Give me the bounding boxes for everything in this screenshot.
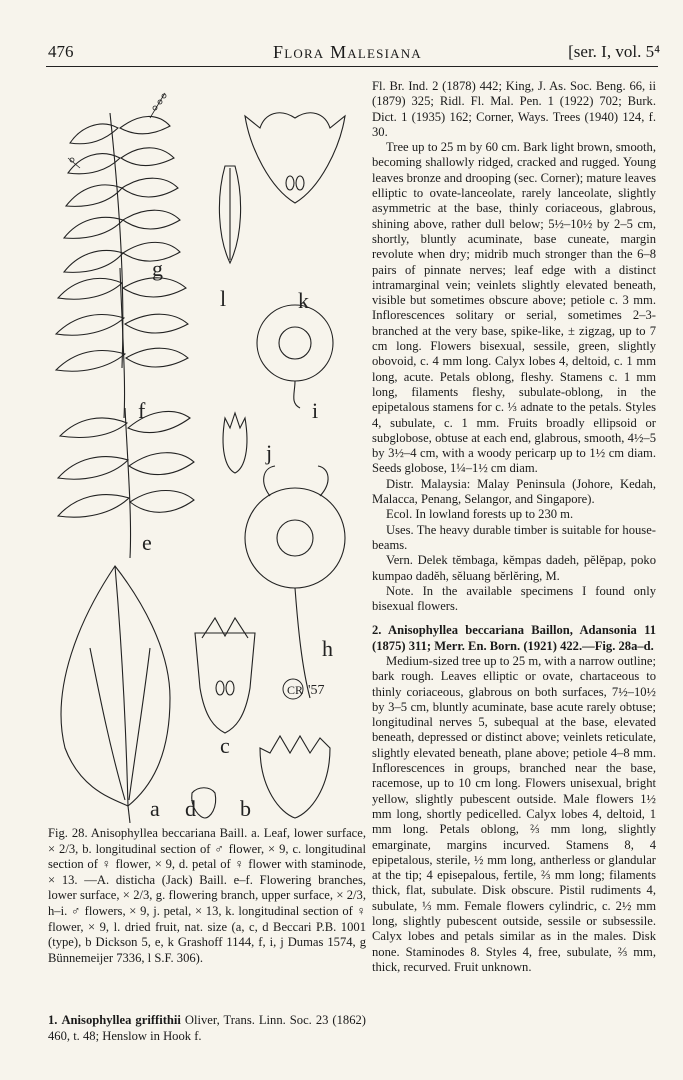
section-gap: [372, 614, 656, 623]
entry2-description: Medium-sized tree up to 25 m, with a narrow outline; bark rough. Leaves elliptic or ovate, chartaceous to thinly coriaceous, glabrous on both surfaces, 7½–10½ by 3–5 cm, bluntly acuminate, base acute rarely obtuse; longitudinal nerves 5, subequal at the base, elevated beneath, depressed or distinct above; veinlets reticulate, slightly elevated beneath, plane above; petiole 4–8 mm. Inflorescences in groups, branched near the base, racemose, up to 10 cm long. Flowers unisexual, bright yellow, slightly pubescent outside. Male flowers 1½ mm long, shortly pedicelled. Calyx lobes 4, deltoid, 1 mm long. Petals oblong, ⅔ mm long, slightly emarginate, margins incurved. Stamens 8, 4 epipetalous, sterile, ½ mm long, antherless or glandular at the tip; 4 episepalous, fertile, ⅔ mm long; filaments thick, flat, subulate. Disk obscure. Pistil rudiments 4, subulate, ⅓ mm. Female flowers cylindric, c. 2½ mm long, slightly pubescent outside, sessile or subsessile. Calyx lobes and petals similar as in the males. Disk none. Staminodes 8. Styles 4, free, subulate, ⅔ mm, thick, recurved. Fruit unknown.: [372, 653, 657, 974]
entry2-heading: 2. Anisophyllea beccariana Baillon, Adansonia 11 (1875) 311; Merr. En. Born. (1921) 422.—Fig. 28a–d.: [372, 623, 656, 653]
flower-k: [245, 113, 345, 203]
running-header: [48, 42, 660, 68]
leaf-a: [61, 566, 170, 823]
label-j: j: [266, 440, 273, 465]
entry1-citation-continued: Fl. Br. Ind. 2 (1878) 442; King, J. As. Soc. Beng. 66, ii (1879) 325; Ridl. Fl. Mal. Pen. 1 (1922) 702; Burk. Dict. 1 (1935) 162; Corner, Ways. Trees (1940) 124, f. 30.: [372, 79, 656, 139]
flower-i: [257, 305, 333, 408]
monogram-text: CR: [287, 683, 304, 697]
label-d: d: [185, 796, 196, 821]
ecology: Ecol. In lowland forests up to 230 m.: [386, 507, 574, 522]
entry1-number: 1.: [48, 1013, 58, 1027]
label-f: f: [138, 398, 146, 423]
header-rule: [46, 66, 658, 67]
label-h: h: [322, 636, 333, 661]
entry1-name: Anisophyllea griffithii: [61, 1013, 181, 1027]
species-entry-1: [48, 1013, 366, 1044]
section-b: [260, 736, 330, 818]
page-number: 476: [48, 42, 74, 61]
distribution: Distr. Malaysia: Malay Peninsula (Johore, Kedah, Malacca, Penang, Selangor, and Singapore).: [372, 476, 656, 507]
label-l: l: [220, 286, 227, 311]
vernacular-names: Vern. Delek tĕmbaga, kĕmpas dadeh, pĕlĕpap, poko kumpao dadĕh, sĕluang bĕrlĕring, M.: [372, 553, 656, 583]
label-b: b: [240, 796, 251, 821]
fruit-l: [219, 166, 240, 263]
uses: Uses. The heavy durable timber is suitable for house-beams.: [372, 522, 656, 552]
entry1-description: Tree up to 25 m by 60 cm. Bark light brown, smooth, becoming shallowly ridged, cracked and rugged. Young leaves bronze and drooping (sec. Corner); mature leaves elliptic to ovate-lanceolate, rarely lanceolate, slightly asymmetric at the base, thinly coriaceous, glabrous, shining above, rather dull below; 5½–10½ by 2–5 cm, shortly, bluntly acuminate, base cuneate, margin revolute when dry; midrib much stronger than the 6–8 pairs of pinnate nerves; leaf edge with a distinct intramarginal vein; veinlets slightly elevated beneath, visible but sometimes obscure above; petiole c. 3 mm. Inflorescences solitary or serial, sometimes 2–3-branched at the very base, spike-like, ± zigzag, up to 7 cm long. Flowers bisexual, sessile, green, slightly obovoid, c. 4 mm long. Calyx lobes 4, deltoid, c. 1 mm long, acute. Petals oblong, fleshy. Stamens c. 1 mm long, filaments fleshy, subulate-oblong, in the epipetalous stamens for c. ⅓ adnate to the petals. Styles 4, subulate, c. 1 mm. Fruits broadly ellipsoid or subglobose, obtuse at each end, glabrous, smooth, 4½–5 by 3½–4 cm, with a woody pericarp up to 1½ cm diam. Seeds globose, 1¼–1½ cm diam.: [372, 140, 656, 476]
label-c: c: [220, 733, 230, 758]
figure-caption: Fig. 28. Anisophyllea beccariana Baill. a. Leaf, lower surface, × 2/3, b. longitudinal section of ♂ flower, × 9, c. longitudinal section of ♀ flower, × 9, d. petal of ♀ flower with staminode, × 13. —A. disticha (Jack) Baill. e–f. Flowering branches, lower surface, × 2/3, g. flowering branch, upper surface, × 2/3, h–i. ♂ flowers, × 9, j. petal, × 13, k. longitudinal section of ♀ flower, × 9, l. dried fruit, nat. size (a, c, d Beccari P.B. 1001 (type), b Dickson 5, e, k Grashoff 1144, f, i, j Dumas 1574, g Bünnemeijer 7336, l S.F. 306).: [48, 826, 366, 965]
running-title: Flora Malesiana: [273, 42, 422, 62]
petal-j: [223, 413, 247, 473]
branch-g-leaves: [64, 116, 180, 272]
monogram-cr: [283, 679, 325, 699]
label-e: e: [142, 530, 152, 555]
plate-year: '57: [308, 683, 325, 698]
label-k: k: [298, 288, 309, 313]
entry1-citation: Oliver, Trans. Linn. Soc. 23 (1862) 460, t. 48; Henslow in Hook f.: [48, 1013, 366, 1043]
label-i: i: [312, 398, 319, 423]
series-volume: [ser. I, vol. 5⁴: [568, 42, 660, 61]
flower-h: [245, 466, 345, 698]
label-a: a: [150, 796, 160, 821]
plate-drawing: [40, 88, 370, 823]
right-column: [372, 79, 656, 975]
note: Note. In the available specimens I found only bisexual flowers.: [372, 583, 656, 614]
label-g: g: [152, 256, 163, 281]
botanical-plate: [40, 88, 370, 823]
section-c: [195, 618, 255, 733]
